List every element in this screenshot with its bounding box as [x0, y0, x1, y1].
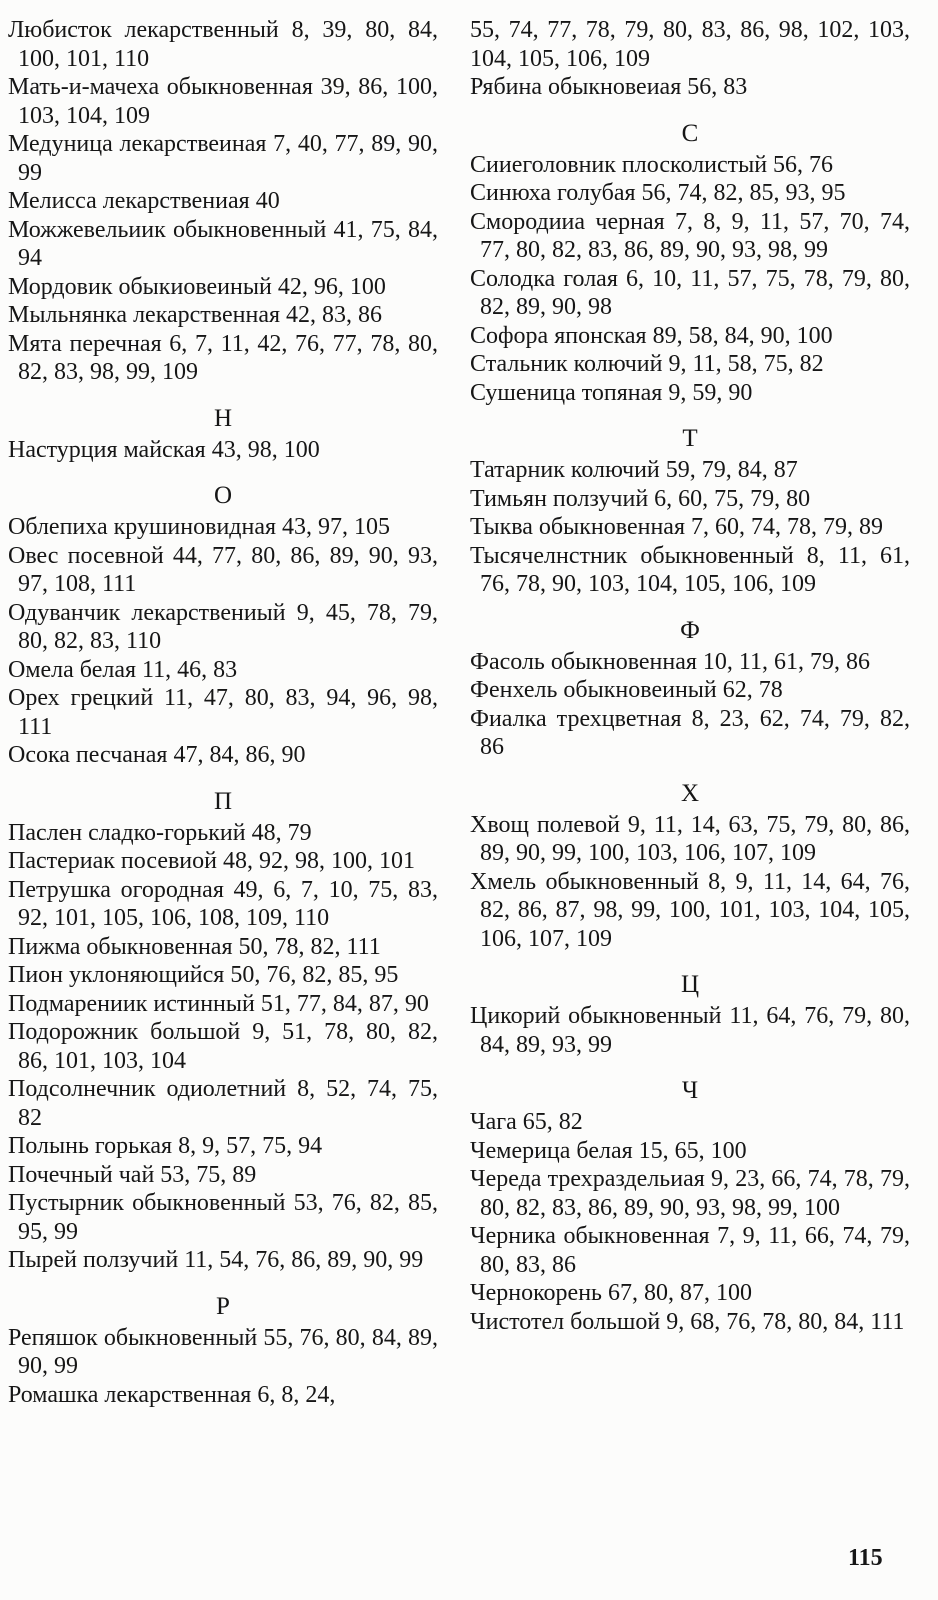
letter-heading: С: [681, 119, 699, 147]
index-entry: Мелисса лекарствениая 40: [8, 188, 280, 214]
page-number: 115: [848, 1545, 883, 1571]
index-entry: Ромашка лекарственная 6, 8, 24,: [8, 1381, 336, 1408]
index-entry: Мята перечная 6, 7, 11, 42, 76, 77, 78, 80, 82, 83, 98, 99, 109: [8, 330, 438, 385]
index-entry: Можжевельиик обыкновенный 41, 75, 84, 94: [8, 216, 438, 271]
letter-heading: Н: [213, 404, 233, 432]
index-entry: Софора японская 89, 58, 84, 90, 100: [470, 322, 833, 349]
section-gap: [470, 407, 910, 421]
letter-heading: Ч: [681, 1077, 699, 1104]
index-entry: Черника обыкновенная 7, 9, 11, 66, 74, 79, 80, 83, 86: [470, 1223, 910, 1278]
letter-heading: Ц: [680, 971, 700, 998]
section-gap: [8, 770, 438, 784]
index-entry: Овес посевной 44, 77, 80, 86, 89, 90, 93, 97, 108, 111: [8, 542, 438, 597]
section-gap: [470, 599, 910, 613]
index-entry: Облепиха крушиновидная 43, 97, 105: [8, 514, 391, 540]
index-entry: Тысячелнстник обыкновенный 8, 11, 61, 76, 78, 90, 103, 104, 105, 106, 109: [470, 542, 910, 597]
index-entry: Пырей ползучий 11, 54, 76, 86, 89, 90, 99: [8, 1247, 424, 1273]
index-entry: Пустырник обыкновенный 53, 76, 82, 85, 95, 99: [8, 1190, 438, 1245]
index-entry: Чернокорень 67, 80, 87, 100: [470, 1280, 752, 1306]
index-entry: Одуванчик лекарствениый 9, 45, 78, 79, 80, 82, 83, 110: [8, 599, 438, 654]
index-entry: Мыльнянка лекарственная 42, 83, 86: [8, 302, 383, 328]
index-entry: Рябина обыкновеиая 56, 83: [470, 74, 748, 100]
index-entry: Синюха голубая 56, 74, 82, 85, 93, 95: [470, 180, 846, 206]
index-entry: Смородииа черная 7, 8, 9, 11, 57, 70, 74, 77, 80, 82, 83, 86, 89, 90, 93, 98, 99: [470, 208, 910, 263]
index-entry: Пастериак посевиой 48, 92, 98, 100, 101: [8, 848, 415, 874]
index-entry: Хвощ полевой 9, 11, 14, 63, 75, 79, 80, 86, 89, 90, 99, 100, 103, 106, 107, 109: [470, 811, 910, 866]
index-entry: Фенхель обыкновеиный 62, 78: [470, 677, 783, 703]
index-entry: Почечный чай 53, 75, 89: [8, 1161, 257, 1188]
index-entry: Череда трехраздельиая 9, 23, 66, 74, 78, 79, 80, 82, 83, 86, 89, 90, 93, 98, 99, 100: [470, 1166, 910, 1221]
index-entry: Чемерица белая 15, 65, 100: [470, 1137, 747, 1164]
index-entry: Сииеголовник плосколистый 56, 76: [470, 151, 834, 178]
section-gap: [470, 953, 910, 967]
index-entry: Петрушка огородная 49, 6, 7, 10, 75, 83, 92, 101, 105, 106, 108, 109, 110: [8, 876, 438, 931]
letter-heading: П: [213, 787, 233, 815]
index-entry-continuation: 55, 74, 77, 78, 79, 80, 83, 86, 98, 102, 103, 104, 105, 106, 109: [470, 17, 910, 72]
index-entry: Хмель обыкновенный 8, 9, 11, 14, 64, 76, 82, 86, 87, 98, 99, 100, 101, 103, 104, 105, 106, 107, 109: [470, 868, 910, 952]
letter-heading: Т: [682, 425, 698, 452]
section-gap: [8, 464, 438, 478]
index-entry: Тыква обыкновенная 7, 60, 74, 78, 79, 89: [470, 514, 883, 540]
index-entry: Татарник колючий 59, 79, 84, 87: [470, 457, 798, 483]
index-entry: Подсолнечник одиолетний 8, 52, 74, 75, 82: [8, 1076, 438, 1131]
index-entry: Фиалка трехцветная 8, 23, 62, 74, 79, 82, 86: [470, 705, 910, 760]
index-entry: Настурция майская 43, 98, 100: [8, 436, 320, 463]
index-column-right: [470, 16, 910, 1336]
index-entry: Медуница лекарствеиная 7, 40, 77, 89, 90, 99: [8, 131, 438, 186]
index-entry: Тимьян ползучий 6, 60, 75, 79, 80: [470, 485, 811, 512]
index-entry: Фасоль обыкновенная 10, 11, 61, 79, 86: [470, 648, 871, 675]
index-entry: Паслен сладко-горький 48, 79: [8, 819, 312, 846]
index-entry: Репяшок обыкновенный 55, 76, 80, 84, 89, 90, 99: [8, 1324, 438, 1379]
index-entry: Сушеница топяная 9, 59, 90: [470, 379, 753, 406]
section-gap: [8, 1275, 438, 1289]
index-column-left: [8, 16, 438, 1409]
index-entry: Мордовик обыкиовеиный 42, 96, 100: [8, 273, 386, 300]
index-entry: Полынь горькая 8, 9, 57, 75, 94: [8, 1133, 323, 1159]
section-gap: [470, 762, 910, 776]
section-gap: [470, 1059, 910, 1073]
index-entry: Пион уклоняющийся 50, 76, 82, 85, 95: [8, 962, 399, 988]
index-entry: Цикорий обыкновенный 11, 64, 76, 79, 80, 84, 89, 93, 99: [470, 1003, 910, 1058]
letter-heading: Р: [216, 1292, 230, 1320]
index-entry: Пижма обыкновенная 50, 78, 82, 111: [8, 933, 381, 960]
section-gap: [470, 102, 910, 116]
letter-heading: Х: [680, 779, 700, 807]
index-entry: Подорожник большой 9, 51, 78, 80, 82, 86, 101, 103, 104: [8, 1019, 438, 1074]
index-entry: Стальник колючий 9, 11, 58, 75, 82: [470, 351, 824, 377]
section-gap: [8, 387, 438, 401]
index-entry: Осока песчаная 47, 84, 86, 90: [8, 742, 306, 768]
index-entry: Солодка голая 6, 10, 11, 57, 75, 78, 79, 80, 82, 89, 90, 98: [470, 265, 910, 320]
index-entry: Чистотел большой 9, 68, 76, 78, 80, 84, 111: [470, 1308, 905, 1335]
index-entry: Мать-и-мачеха обыкновенная 39, 86, 100, 103, 104, 109: [8, 74, 438, 129]
letter-heading: Ф: [680, 616, 700, 644]
index-entry: Орех грецкий 11, 47, 80, 83, 94, 96, 98, 111: [8, 685, 438, 740]
index-entry: Подмарениик истинный 51, 77, 84, 87, 90: [8, 990, 429, 1017]
index-entry: Омела белая 11, 46, 83: [8, 656, 238, 683]
letter-heading: О: [213, 482, 233, 509]
index-entry: Чага 65, 82: [470, 1109, 583, 1135]
index-entry: Любисток лекарственный 8, 39, 80, 84, 100, 101, 110: [8, 17, 438, 72]
